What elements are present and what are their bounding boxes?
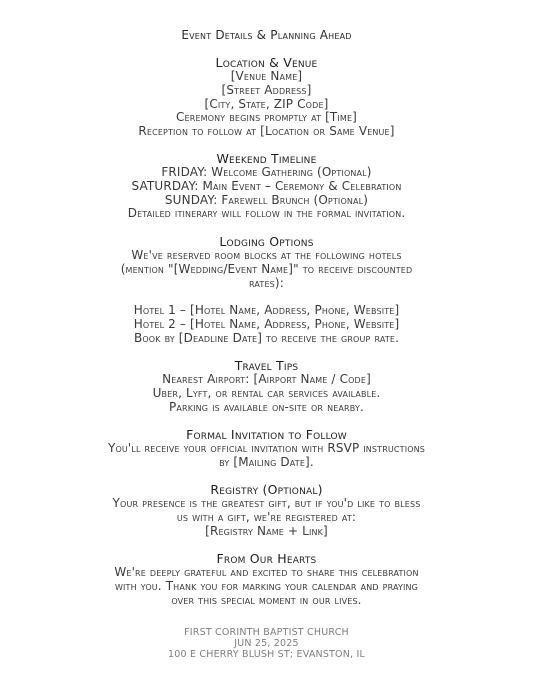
section-line: Uber, Lyft, or rental car services available.	[152, 385, 381, 400]
section-from-our-hearts	[60, 552, 473, 607]
section-line: (mention "[Wedding/Event Name]" to receive discounted	[120, 261, 413, 276]
section-line: We've reserved room blocks at the following hotels	[131, 248, 402, 262]
section-location-venue	[60, 56, 473, 139]
section-line: Detailed itinerary will follow in the formal invitation.	[127, 206, 406, 221]
section-heading: From Our Hearts	[216, 551, 317, 566]
section-line: [Registry Name + Link]	[205, 523, 328, 538]
section-line: FRIDAY: Welcome Gathering (Optional)	[161, 165, 372, 179]
section-line: Your presence is the greatest gift, but if you'd like to bless	[112, 496, 421, 510]
section-formal-invitation	[60, 428, 473, 470]
section-travel-tips	[60, 359, 473, 414]
section-weekend-timeline	[60, 152, 473, 221]
section-line: us with a gift, we're registered at:	[176, 509, 357, 524]
footer-date: JUN 25, 2025	[234, 638, 299, 650]
section-line: [City, State, ZIP Code]	[204, 96, 329, 111]
section-line: [Street Address]	[221, 82, 312, 97]
footer	[0, 627, 533, 661]
section-heading: Weekend Timeline	[216, 151, 317, 166]
page-title: Event Details & Planning Ahead	[181, 28, 352, 42]
section-heading: Formal Invitation to Follow	[186, 427, 347, 442]
section-line: SUNDAY: Farewell Brunch (Optional)	[164, 192, 369, 207]
section-line: by [Mailing Date].	[219, 454, 314, 469]
section-line: with you. Thank you for marking your calendar and praying	[114, 578, 419, 593]
section-lodging-options	[60, 235, 473, 346]
section-line: Hotel 1 – [Hotel Name, Address, Phone, Website]	[133, 303, 400, 318]
section-line: Parking is available on-site or nearby.	[169, 399, 364, 414]
section-line: We're deeply grateful and excited to share this celebration	[114, 565, 419, 579]
section-line: You'll receive your official invitation with RSVP instructions	[107, 441, 426, 455]
section-line: Reception to follow at [Location or Same Venue]	[138, 124, 395, 139]
section-line: [Venue Name]	[230, 69, 303, 83]
spacer-line	[60, 290, 473, 304]
section-heading: Lodging Options	[219, 234, 314, 249]
section-line: Hotel 2 – [Hotel Name, Address, Phone, Website]	[133, 316, 400, 331]
section-line: SATURDAY: Main Event – Ceremony & Celebration	[131, 178, 402, 193]
section-heading: Registry (Optional)	[210, 482, 323, 497]
section-line: Nearest Airport: [Airport Name / Code]	[162, 372, 371, 386]
footer-church-name: FIRST CORINTH BAPTIST CHURCH	[184, 627, 349, 638]
section-heading: Location & Venue	[215, 55, 318, 70]
section-line: Ceremony begins promptly at [Time]	[176, 110, 357, 125]
section-line: Book by [Deadline Date] to receive the group rate.	[133, 330, 400, 345]
footer-address: 100 E CHERRY BLUSH ST; EVANSTON, IL	[168, 649, 365, 661]
section-heading: Travel Tips	[234, 358, 299, 373]
section-registry	[60, 483, 473, 538]
section-line: over this special moment in our lives.	[171, 592, 362, 607]
section-line: rates):	[249, 275, 284, 290]
